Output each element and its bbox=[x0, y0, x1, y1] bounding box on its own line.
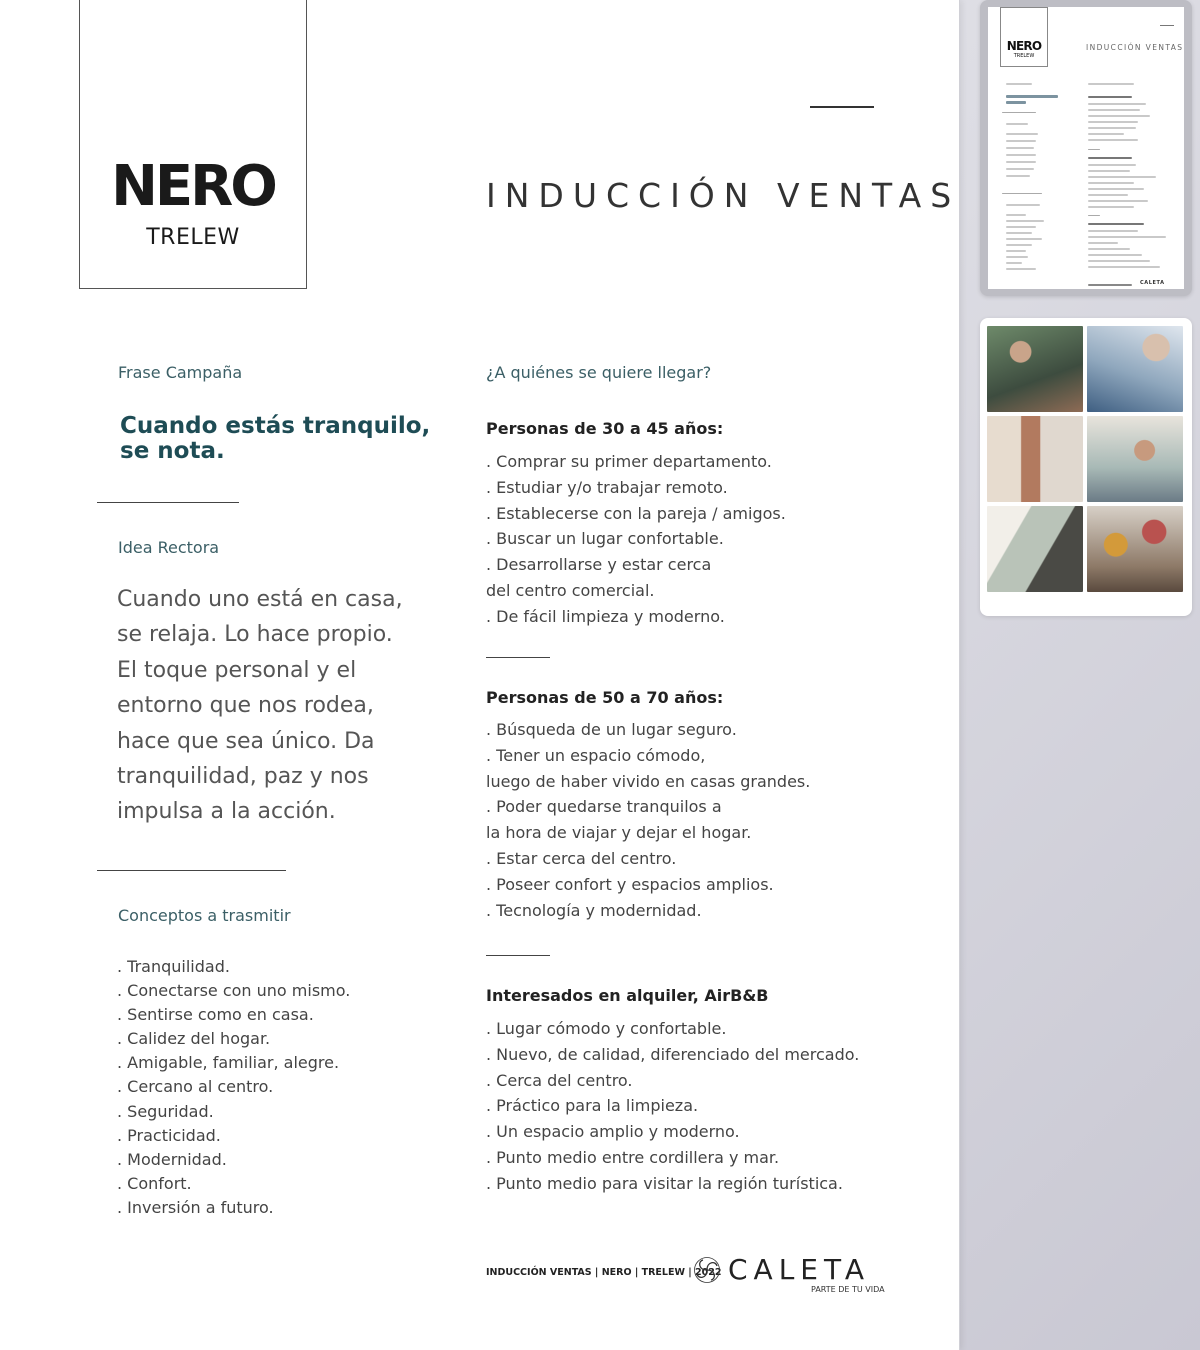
company-tagline: PARTE DE TU VIDA bbox=[811, 1285, 885, 1294]
divider bbox=[486, 955, 550, 956]
thumbnail-logo bbox=[1000, 7, 1048, 67]
thumbnail-text-line bbox=[1088, 200, 1148, 202]
campaign-phrase bbox=[120, 414, 440, 464]
list-item: . Cercano al centro. bbox=[117, 1077, 274, 1097]
list-item: . De fácil limpieza y moderno. bbox=[486, 606, 725, 626]
thumbnail-text-line bbox=[1088, 170, 1130, 172]
list-item: . Lugar cómodo y confortable. bbox=[486, 1019, 727, 1038]
thumbnail-text-line bbox=[1006, 123, 1028, 125]
list-item: . Tener un espacio cómodo, bbox=[486, 745, 706, 765]
thumbnail-text-line bbox=[1006, 147, 1034, 149]
thumbnail-footer-line bbox=[1088, 284, 1132, 286]
list-item: . Búsqueda de un lugar seguro. bbox=[486, 720, 737, 739]
thumbnail-text-line bbox=[1088, 109, 1140, 111]
list-item: . Inversión a futuro. bbox=[117, 1197, 274, 1217]
guiding-idea-line: hace que sea único. Da bbox=[117, 728, 375, 754]
list-item: . Poder quedarse tranquilos a bbox=[486, 797, 722, 817]
campaign-phrase-line: Cuando estás tranquilo, bbox=[120, 413, 431, 439]
thumbnail-text-line bbox=[1088, 96, 1132, 98]
list-item: . Amigable, familiar, alegre. bbox=[117, 1053, 340, 1073]
thumbnail-text-line bbox=[1006, 154, 1036, 156]
caleta-swirl-icon bbox=[692, 1255, 722, 1285]
list-item: . Confort. bbox=[117, 1173, 192, 1193]
thumbnail-brand-location: TRELEW bbox=[1013, 53, 1035, 59]
photo-man-with-laptop bbox=[1087, 326, 1183, 412]
thumbnail-text-line bbox=[1088, 164, 1136, 166]
list-item: . Buscar un lugar confortable. bbox=[486, 529, 724, 549]
thumbnail-text-line bbox=[1088, 242, 1118, 244]
thumbnail-company-logo: CALETA bbox=[1140, 280, 1165, 286]
list-item: . Práctico para la limpieza. bbox=[486, 1096, 699, 1116]
audience-group-heading: Interesados en alquiler, AirB&B bbox=[486, 986, 769, 1005]
divider bbox=[486, 657, 550, 658]
thumbnail-divider bbox=[1160, 25, 1174, 26]
thumbnail-text-line bbox=[1006, 220, 1044, 222]
thumbnail-text-line bbox=[1006, 232, 1032, 234]
thumbnail-text-line bbox=[1088, 121, 1138, 123]
photo-closet-detail bbox=[987, 416, 1083, 502]
list-item: . Estudiar y/o trabajar remoto. bbox=[486, 477, 728, 497]
thumbnail-text-line bbox=[1006, 256, 1028, 258]
thumbnail-text-line bbox=[1088, 230, 1138, 232]
thumbnail-brand-name: NERO bbox=[1006, 39, 1042, 53]
list-item: . Nuevo, de calidad, diferenciado del mercado. bbox=[486, 1044, 860, 1064]
divider bbox=[97, 502, 239, 503]
list-item: . Cerca del centro. bbox=[486, 1070, 633, 1090]
thumbnail-text-line bbox=[1006, 140, 1036, 142]
title-divider bbox=[810, 106, 874, 108]
thumbnail-text-line bbox=[1088, 223, 1144, 225]
brand-location: TRELEW bbox=[146, 225, 240, 250]
thumbnail-text-line bbox=[1088, 127, 1136, 129]
thumbnail-text-line bbox=[1088, 206, 1134, 208]
list-item: del centro comercial. bbox=[486, 580, 655, 600]
list-item: . Poseer confort y espacios amplios. bbox=[486, 874, 774, 894]
photo-woman-cleaning bbox=[1087, 416, 1183, 502]
thumbnail-text-line bbox=[1088, 266, 1160, 268]
thumbnail-text-line bbox=[1088, 176, 1156, 178]
campaign-phrase-line: se nota. bbox=[120, 438, 225, 464]
list-item: . Tecnología y modernidad. bbox=[486, 900, 702, 920]
photo-feet-relaxing bbox=[987, 506, 1083, 592]
brand-logo bbox=[79, 0, 307, 289]
thumbnail-preview bbox=[988, 7, 1184, 289]
thumbnail-text-line bbox=[1006, 226, 1036, 228]
audience-group-list bbox=[486, 717, 810, 923]
audience-label: ¿A quiénes se quiere llegar? bbox=[486, 363, 712, 382]
list-item: la hora de viajar y dejar el hogar. bbox=[486, 823, 752, 843]
list-item: . Conectarse con uno mismo. bbox=[117, 981, 351, 1001]
guiding-idea-line: se relaja. Lo hace propio. bbox=[117, 622, 393, 648]
thumbnail-text-line bbox=[1088, 115, 1150, 117]
list-item: . Modernidad. bbox=[117, 1149, 227, 1169]
thumbnail-text-line bbox=[1088, 182, 1134, 184]
list-item: . Estar cerca del centro. bbox=[486, 848, 677, 868]
thumbnail-divider bbox=[1002, 112, 1036, 113]
thumbnail-text-line bbox=[1006, 101, 1026, 104]
thumbnail-text-line bbox=[1006, 238, 1042, 240]
guiding-idea-line: impulsa a la acción. bbox=[117, 799, 336, 825]
thumbnail-text-line bbox=[1006, 168, 1034, 170]
thumbnail-text-line bbox=[1088, 83, 1134, 85]
thumbnail-divider bbox=[1088, 149, 1100, 150]
list-item: . Practicidad. bbox=[117, 1125, 221, 1145]
list-item: . Establecerse con la pareja / amigos. bbox=[486, 503, 786, 523]
photo-family-living-room bbox=[987, 326, 1083, 412]
list-item: . Punto medio para visitar la región turística. bbox=[486, 1173, 843, 1193]
thumbnail-text-line bbox=[1088, 260, 1150, 262]
thumbnail-text-line bbox=[1088, 236, 1166, 238]
page-thumbnail-2[interactable] bbox=[980, 318, 1192, 616]
thumbnail-text-line bbox=[1088, 103, 1146, 105]
guiding-idea-line: Cuando uno está en casa, bbox=[117, 587, 403, 612]
list-item: . Sentirse como en casa. bbox=[117, 1005, 314, 1025]
footer-text: INDUCCIÓN VENTAS | NERO | TRELEW | 2022 bbox=[486, 1267, 722, 1278]
list-item: . Calidez del hogar. bbox=[117, 1029, 271, 1049]
list-item: . Comprar su primer departamento. bbox=[486, 452, 772, 471]
page-title: INDUCCIÓN VENTAS bbox=[486, 176, 961, 215]
list-item: . Seguridad. bbox=[117, 1101, 214, 1121]
audience-group-heading: Personas de 30 a 45 años: bbox=[486, 419, 724, 438]
thumbnail-text-line bbox=[1006, 175, 1030, 177]
thumbnail-text-line bbox=[1006, 161, 1036, 163]
thumbnail-title: INDUCCIÓN VENTAS bbox=[1086, 43, 1184, 52]
thumbnail-text-line bbox=[1088, 157, 1132, 159]
guiding-idea-line: entorno que nos rodea, bbox=[117, 693, 374, 719]
thumbnail-text-line bbox=[1006, 268, 1036, 270]
list-item: . Desarrollarse y estar cerca bbox=[486, 555, 712, 575]
thumbnail-text-line bbox=[1088, 194, 1128, 196]
thumbnail-text-line bbox=[1006, 95, 1058, 98]
thumbnail-text-line bbox=[1088, 139, 1138, 141]
audience-group-list bbox=[486, 1016, 859, 1197]
thumbnail-text-line bbox=[1006, 214, 1026, 216]
audience-group-heading: Personas de 50 a 70 años: bbox=[486, 688, 724, 707]
thumbnail-text-line bbox=[1006, 204, 1040, 206]
guiding-idea-line: tranquilidad, paz y nos bbox=[117, 764, 369, 790]
thumbnail-text-line bbox=[1006, 244, 1032, 246]
thumbnail-text-line bbox=[1088, 133, 1124, 135]
thumbnail-text-line bbox=[1088, 254, 1142, 256]
guiding-idea-label: Idea Rectora bbox=[118, 538, 220, 557]
list-item: luego de haber vivido en casas grandes. bbox=[486, 771, 811, 791]
brand-name: NERO bbox=[111, 154, 275, 219]
thumbnail-text-line bbox=[1006, 250, 1026, 252]
thumbnail-divider bbox=[1088, 215, 1100, 216]
thumbnail-text-line bbox=[1088, 248, 1130, 250]
thumbnail-divider bbox=[1002, 193, 1042, 194]
divider bbox=[97, 870, 286, 871]
thumbnail-text-line bbox=[1006, 262, 1022, 264]
company-logo: CALETA bbox=[728, 1253, 871, 1286]
list-item: . Un espacio amplio y moderno. bbox=[486, 1122, 740, 1142]
thumbnail-text-line bbox=[1006, 83, 1032, 85]
guiding-idea-text bbox=[117, 582, 417, 830]
list-item: . Punto medio entre cordillera y mar. bbox=[486, 1147, 780, 1167]
list-item: . Tranquilidad. bbox=[117, 957, 230, 976]
campaign-phrase-label: Frase Campaña bbox=[118, 363, 243, 382]
thumbnail-text-line bbox=[1006, 133, 1038, 135]
thumbnail-text-line bbox=[1088, 188, 1144, 190]
guiding-idea-line: El toque personal y el bbox=[117, 657, 357, 683]
audience-group-list bbox=[486, 449, 786, 630]
page-thumbnail-1[interactable] bbox=[980, 0, 1192, 296]
concepts-list bbox=[117, 955, 350, 1220]
concepts-label: Conceptos a trasmitir bbox=[118, 906, 291, 925]
photo-kitchen-family bbox=[1087, 506, 1183, 592]
